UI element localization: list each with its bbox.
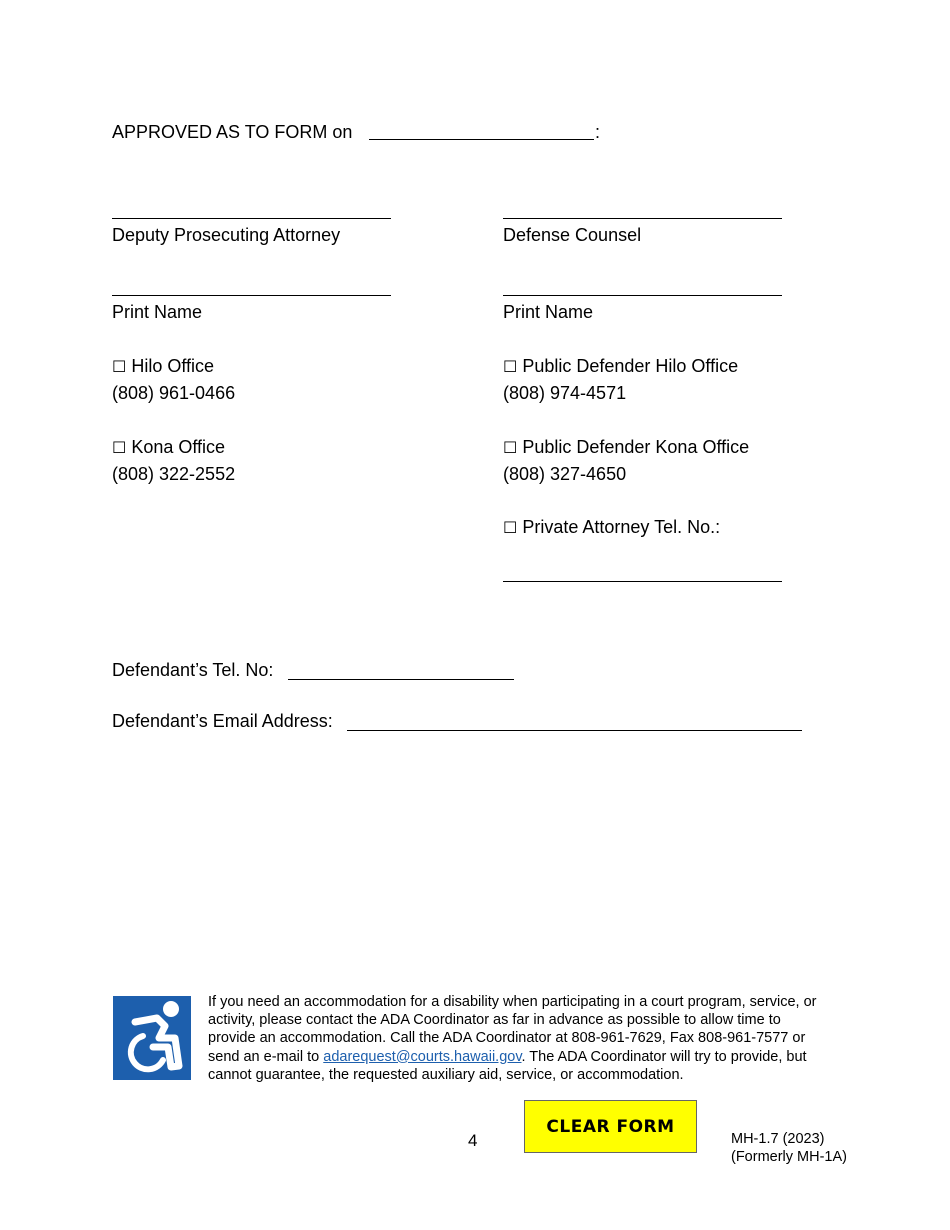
kona-office-phone: (808) 322-2552 (112, 464, 236, 484)
defendant-tel-field[interactable] (288, 661, 514, 680)
kona-office-option[interactable] (112, 436, 225, 459)
ada-email-link[interactable]: adarequest@courts.hawaii.gov (323, 1048, 522, 1065)
approved-label: APPROVED AS TO FORM on (112, 122, 353, 142)
kona-office-label: Kona Office (131, 437, 226, 457)
approved-colon: : (595, 122, 601, 142)
private-attorney-phone-field[interactable] (503, 563, 782, 582)
ada-notice (208, 993, 828, 1084)
private-attorney-label: Private Attorney Tel. No.: (522, 517, 721, 537)
pd-hilo-office-option[interactable] (503, 355, 738, 378)
hilo-office-label: Hilo Office (131, 356, 215, 376)
prosecutor-print-name-field[interactable] (112, 277, 391, 296)
defense-print-name-label: Print Name (503, 302, 594, 322)
ada-notice-text-end: . The ADA Coordinator will try to provide, but cannot guarantee, the requested auxiliary aid, service, or accommodation. (208, 1048, 807, 1083)
hilo-office-option[interactable] (112, 355, 214, 378)
private-attorney-checkbox[interactable]: ☐ (503, 518, 518, 537)
defendant-email-field[interactable] (347, 712, 802, 731)
pd-hilo-office-label: Public Defender Hilo Office (522, 356, 739, 376)
accessibility-icon (113, 996, 191, 1080)
prosecutor-print-name-label: Print Name (112, 302, 203, 322)
approved-date-field[interactable] (369, 121, 594, 140)
defense-signature-label: Defense Counsel (503, 225, 642, 245)
prosecutor-signature-label: Deputy Prosecuting Attorney (112, 225, 341, 245)
pd-kona-office-label: Public Defender Kona Office (522, 437, 750, 457)
defendant-email-label: Defendant’s Email Address: (112, 711, 333, 731)
hilo-office-checkbox[interactable]: ☐ (112, 357, 127, 376)
form-formerly: (Formerly MH-1A) (731, 1149, 847, 1165)
pd-kona-office-phone: (808) 327-4650 (503, 464, 627, 484)
kona-office-checkbox[interactable]: ☐ (112, 438, 127, 457)
form-id: MH-1.7 (2023) (731, 1131, 825, 1147)
pd-hilo-office-checkbox[interactable]: ☐ (503, 357, 518, 376)
private-attorney-option[interactable] (503, 516, 720, 539)
form-identifier (731, 1130, 847, 1166)
page-number: 4 (468, 1131, 478, 1150)
defendant-tel-label: Defendant’s Tel. No: (112, 660, 274, 680)
hilo-office-phone: (808) 961-0466 (112, 383, 236, 403)
pd-kona-office-option[interactable] (503, 436, 749, 459)
defense-print-name-field[interactable] (503, 277, 782, 296)
clear-form-button[interactable]: CLEAR FORM (524, 1100, 697, 1153)
pd-hilo-office-phone: (808) 974-4571 (503, 383, 627, 403)
defense-signature-field[interactable] (503, 200, 782, 219)
ada-notice-text: If you need an accommodation for a disability when participating in a court program, service, or activity, please contact the ADA Coordinator as far in advance as possible to allow time to provide an accommodation. Call the ADA Coordinator at 808-961-7629, Fax 808-961-7577 or send an e-mail to (208, 994, 817, 1065)
prosecutor-signature-field[interactable] (112, 200, 391, 219)
pd-kona-office-checkbox[interactable]: ☐ (503, 438, 518, 457)
